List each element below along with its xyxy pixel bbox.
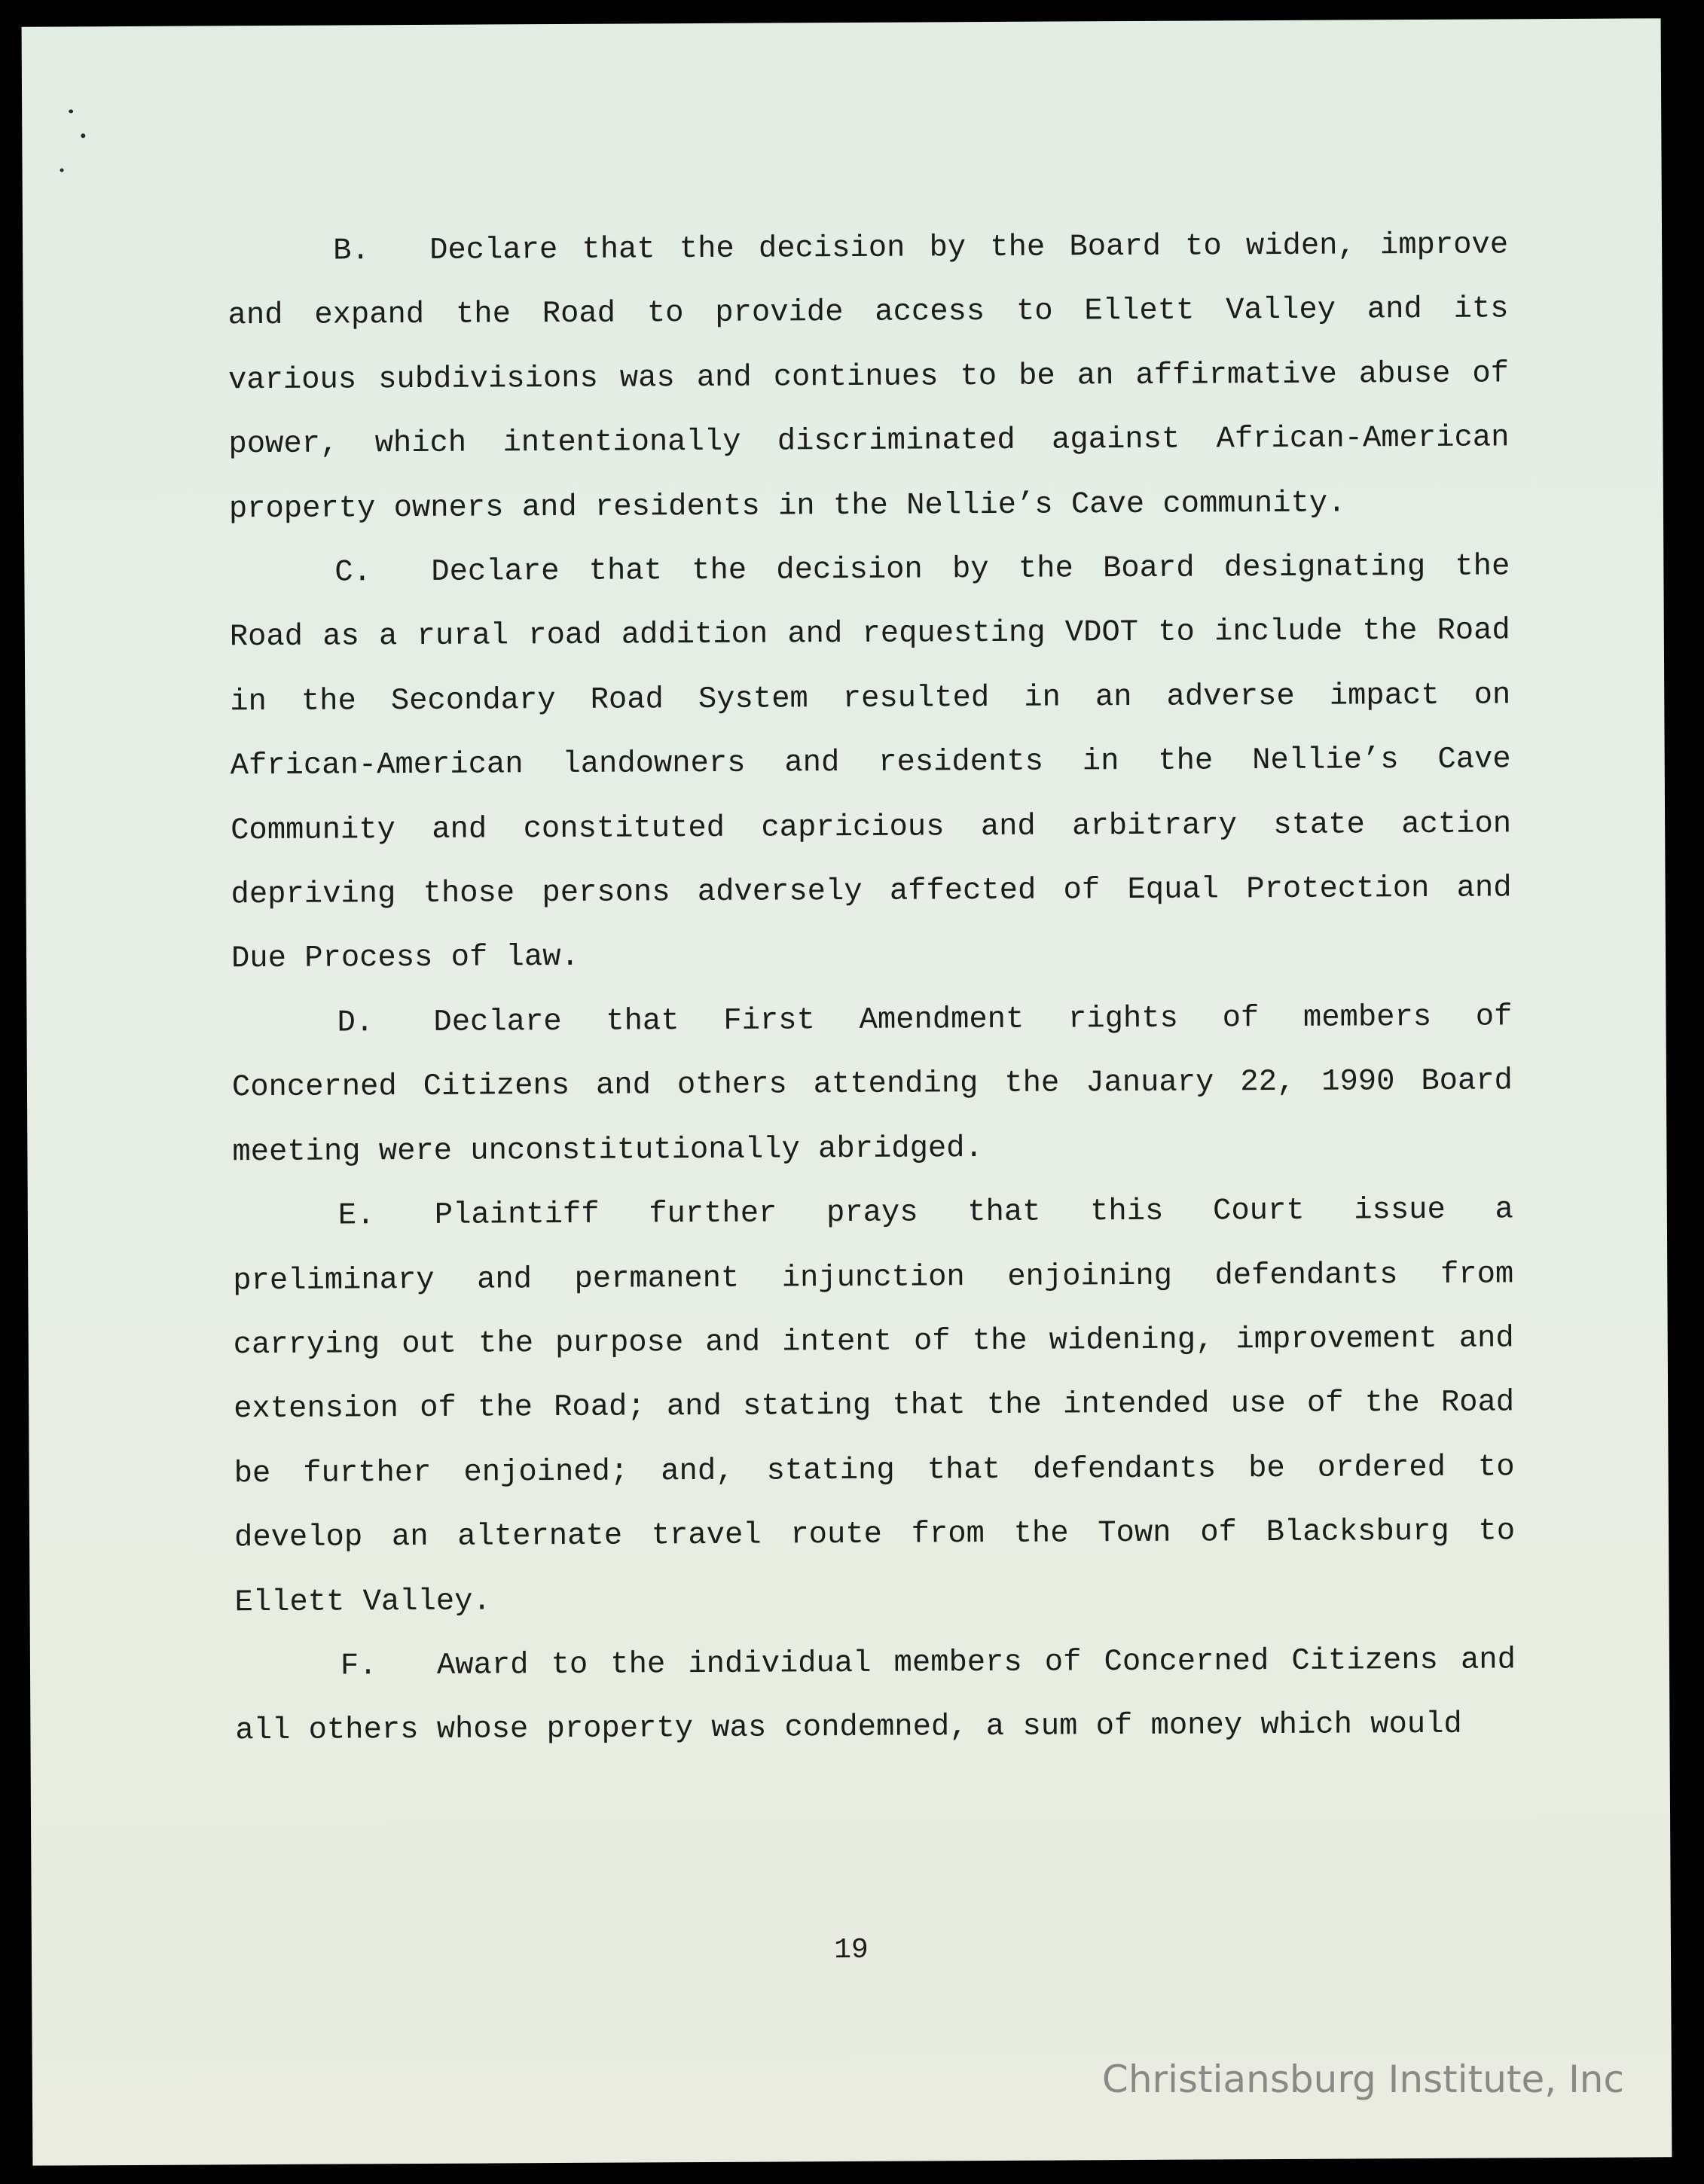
watermark: Christiansburg Institute, Inc: [1101, 2057, 1624, 2101]
paragraph-f: [235, 1628, 1516, 1764]
paragraph-letter: F.: [340, 1649, 377, 1684]
paragraph-letter: D.: [337, 1005, 374, 1041]
paragraph-text: Declare that First Amendment rights of members of Concerned Citizens and others attending the January 22, 1990 Board meeting were unconstitutionally abridged.: [231, 999, 1513, 1170]
margin-speck: [81, 133, 85, 138]
margin-speck: [69, 109, 73, 113]
paragraph-letter: C.: [334, 555, 372, 590]
paragraph-e: [233, 1178, 1516, 1635]
page-number: 19: [834, 1933, 869, 1967]
paragraph-c: [229, 535, 1512, 992]
paragraph-letter: E.: [337, 1198, 375, 1234]
document-page: [22, 18, 1672, 2165]
margin-speck: [60, 168, 64, 172]
paragraph-text: Plaintiff further prays that this Court issue a preliminary and permanent injunction enjoining defendants from carrying out the purpose and intent of the widening, improvement and extension of the Road; and stating that the intended use of the Road be further enjoined; and, stating that defendants be ordered to develop an alternate travel route from the Town of Blacksburg to Ellett Valley.: [233, 1192, 1516, 1620]
paragraph-text: Declare that the decision by the Board to widen, improve and expand the Road to provide access to Ellett Valley and its various subdivisions was and continues to be an affirmative abuse of power, which intentionally discriminated against African-American property owners and residents in the Nellie’s Cave community.: [228, 227, 1510, 526]
paragraph-b: [228, 213, 1510, 541]
paragraph-text: Declare that the decision by the Board designating the Road as a rural road addition and requesting VDOT to include the Road in the Secondary Road System resulted in an adverse impact on African-American landowners and residents in the Nellie’s Cave Community and constituted capricious and arbitrary state action depriving those persons adversely affected of Equal Protection and Due Process of law.: [229, 549, 1512, 977]
paragraph-letter: B.: [333, 233, 370, 269]
paragraph-d: [231, 985, 1513, 1185]
document-body: [228, 213, 1516, 1764]
paragraph-text: Award to the individual members of Concerned Citizens and all others whose property was condemned, a sum of money which would: [235, 1643, 1516, 1749]
